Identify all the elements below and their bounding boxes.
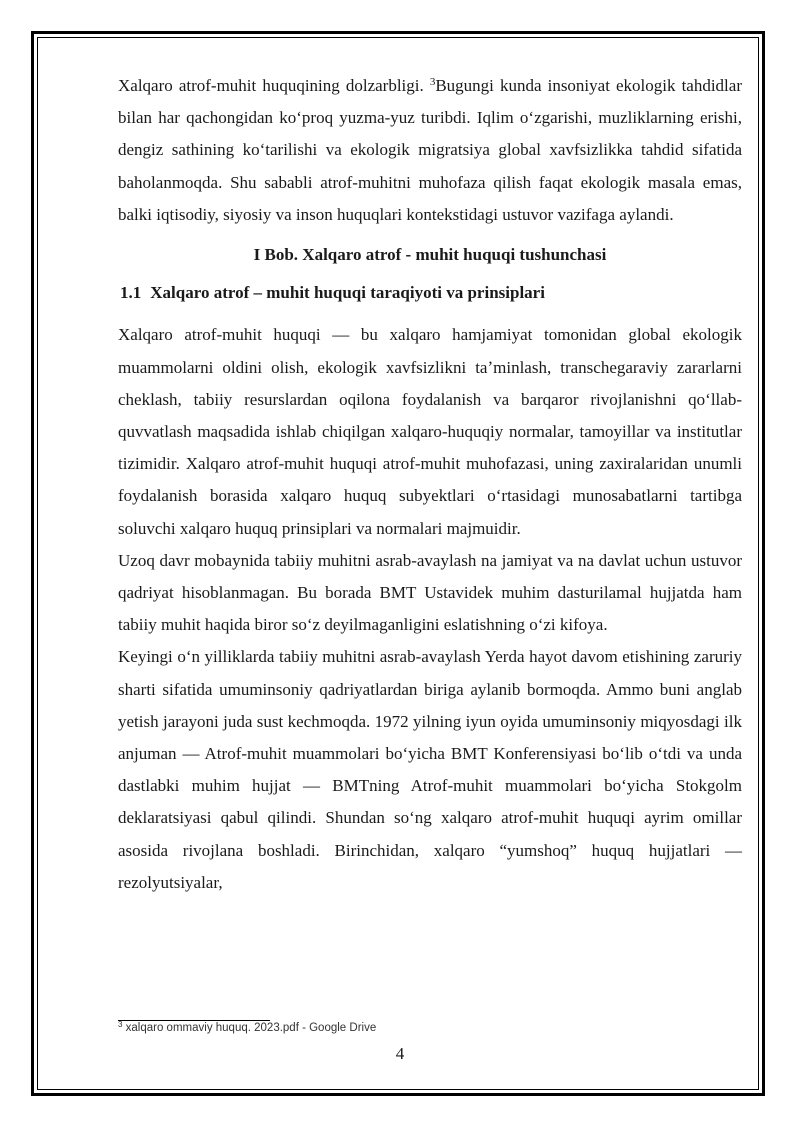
section-number: 1.1 bbox=[120, 283, 142, 303]
page-number: 4 bbox=[395, 1044, 405, 1063]
section-heading bbox=[120, 277, 742, 309]
footnote bbox=[118, 1022, 376, 1034]
intro-paragraph bbox=[118, 70, 742, 231]
body-paragraph-3: Keyingi oʻn yilliklarda tabiiy muhitni asrab-avaylash Yerda hayot davom etishining zaruriy sharti sifatida umuminsoniy qadriyatlardan biriga aylanib bormoqda. Ammo buni anglab yetish jarayoni juda sust kechmoqda. 1972 yilning iyun oyida umuminsoniy miqyosdagi ilk anjuman — Atrof-muhit muammolari boʻyicha BMT Konferensiyasi boʻlib oʻtdi va unda dastlabki muhim hujjat — BMTning Atrof-muhit muammolari boʻyicha Stokgolm deklaratsiyasi qabul qilindi. Shundan soʻng xalqaro atrof-muhit huquqi ayrim omillar asosida rivojlana boshladi. Birinchidan, xalqaro “yumshoq” huquq hujjatlari — rezolyutsiyalar, bbox=[118, 647, 742, 892]
body-paragraph-1: Xalqaro atrof-muhit huquqi — bu xalqaro hamjamiyat tomonidan global ekologik muammolarni oldini olish, ekologik xavfsizlikni taʼminlash, transchegaraviy zararlarni cheklash, tabiiy resurslardan oqilona foydalanish va barqaror rivojlanishni qoʻllab-quvvatlash maqsadida ishlab chiqilgan xalqaro-huquqiy normalar, tamoyillar va institutlar tizimidir. Xalqaro atrof-muhit huquqi atrof-muhit muhofazasi, uning zaxiralaridan unumli foydalanish borasida xalqaro huquq subyektlari oʻrtasidagi munosabatlarni tartibga soluvchi xalqaro huquq prinsiplari va normalari majmuidir. bbox=[118, 325, 742, 538]
footnote-text[interactable]: xalqaro ommaviy huquq. 2023.pdf - Google Drive bbox=[122, 1022, 377, 1034]
section-title: Xalqaro atrof – muhit huquqi taraqiyoti va prinsiplari bbox=[150, 283, 545, 303]
footnote-separator bbox=[118, 1020, 270, 1021]
intro-text: Bugungi kunda insoniyat ekologik tahdidlar bilan har qachongidan koʻproq yuzma-yuz turibdi. Iqlim oʻzgarishi, muzliklarning erishi, dengiz sathining koʻtarilishi va ekologik migratsiya global xavfsizlikka tahdid sifatida baholanmoqda. Shu sababli atrof-muhitni muhofaza qilish faqat ekologik masala emas, balki iqtisodiy, siyosiy va inson huquqlari kontekstidagi ustuvor vazifaga aylandi. bbox=[118, 76, 742, 224]
chapter-title: I Bob. Xalqaro atrof - muhit huquqi tushunchasi bbox=[253, 245, 607, 265]
body-paragraph-2: Uzoq davr mobaynida tabiiy muhitni asrab-avaylash na jamiyat va na davlat uchun ustuvor qadriyat hisoblanmagan. Bu borada BMT Ustavidek muhim dasturilamal hujjatda ham tabiiy muhit haqida biror soʻz deyilmaganligini eslatishning oʻzi kifoya. bbox=[118, 550, 742, 635]
footnote-reference[interactable]: 3 bbox=[429, 76, 436, 88]
footnote-marker: 3 bbox=[118, 1020, 123, 1029]
intro-lead: Xalqaro atrof-muhit huquqining dolzarbligi. bbox=[118, 76, 430, 95]
page-body bbox=[118, 70, 742, 899]
